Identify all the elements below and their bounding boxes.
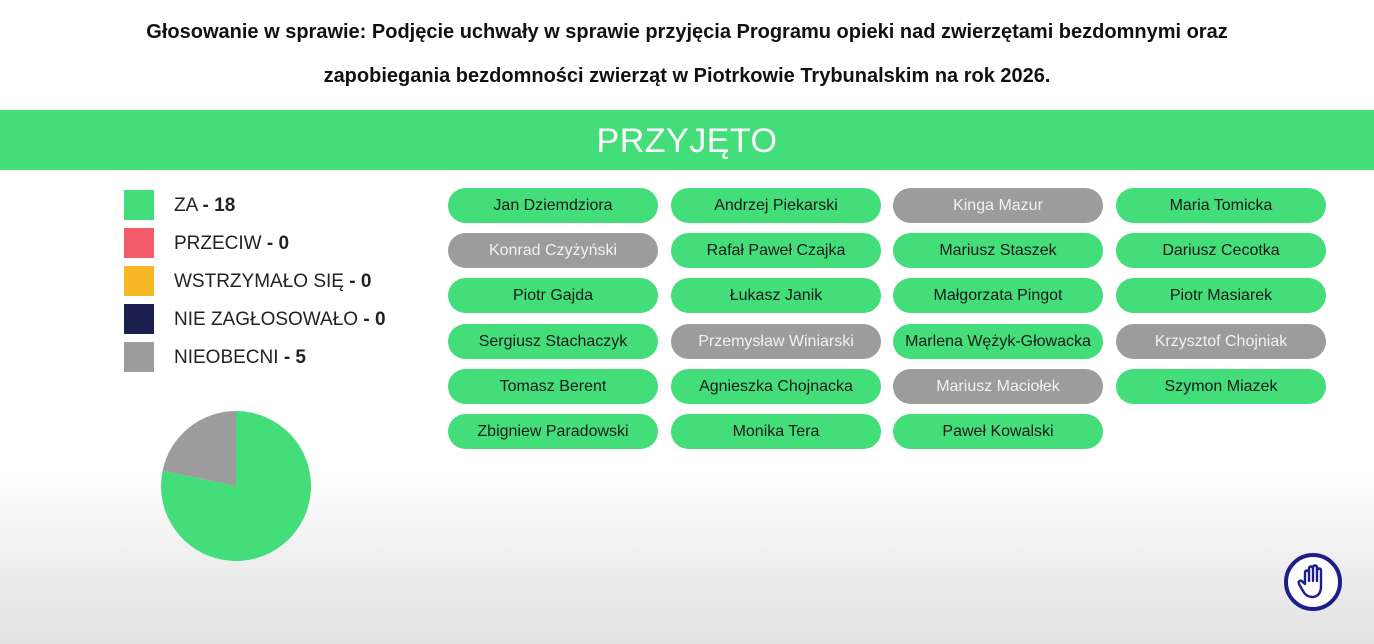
- councillor-pill: Piotr Gajda: [448, 278, 658, 313]
- councillor-pill: Paweł Kowalski: [893, 414, 1103, 449]
- councillor-pill: Dariusz Cecotka: [1116, 233, 1326, 268]
- councillor-pill: Szymon Miazek: [1116, 369, 1326, 404]
- legend-swatch-przeciw: [124, 228, 154, 258]
- councillor-pill: Kinga Mazur: [893, 188, 1103, 223]
- councillor-pill: Zbigniew Paradowski: [448, 414, 658, 449]
- councillor-pill: Tomasz Berent: [448, 369, 658, 404]
- result-banner: PRZYJĘTO: [0, 110, 1374, 170]
- legend-swatch-nieobecni: [124, 342, 154, 372]
- legend-count: 5: [295, 347, 306, 368]
- councillor-pill: Sergiusz Stachaczyk: [448, 324, 658, 359]
- legend-swatch-nie-zaglosowalo: [124, 304, 154, 334]
- councillor-pill: Mariusz Maciołek: [893, 369, 1103, 404]
- raised-hand-icon: [1296, 564, 1330, 600]
- legend-label: NIEOBECNI: [174, 347, 279, 368]
- legend-swatch-wstrzymalo: [124, 266, 154, 296]
- councillor-pill: Monika Tera: [671, 414, 881, 449]
- legend-label: WSTRZYMAŁO SIĘ: [174, 271, 344, 292]
- councillor-pill: Mariusz Staszek: [893, 233, 1103, 268]
- councillor-pill: Rafał Paweł Czajka: [671, 233, 881, 268]
- legend-item-wstrzymalo: WSTRZYMAŁO SIĘ - 0: [124, 266, 444, 296]
- legend-count: 18: [214, 195, 236, 216]
- councillor-pill: Krzysztof Chojniak: [1116, 324, 1326, 359]
- legend-label: ZA: [174, 195, 198, 216]
- councillor-pill: Andrzej Piekarski: [671, 188, 881, 223]
- legend-item-za: ZA - 18: [124, 190, 444, 220]
- legend-swatch-za: [124, 190, 154, 220]
- councillor-pill: Piotr Masiarek: [1116, 278, 1326, 313]
- councillor-pill: Małgorzata Pingot: [893, 278, 1103, 313]
- vote-title-line-2: zapobiegania bezdomności zwierząt w Piotrkowie Trybunalskim na rok 2026.: [323, 65, 1051, 87]
- legend-count: 0: [278, 233, 290, 254]
- councillor-pill: Maria Tomicka: [1116, 188, 1326, 223]
- vote-title: [0, 10, 1374, 98]
- raised-hand-logo: [1284, 553, 1342, 611]
- vote-pie-chart: [160, 410, 312, 562]
- legend-label: PRZECIW: [174, 233, 262, 254]
- councillor-pill: Konrad Czyżyński: [448, 233, 658, 268]
- councillor-pill: Agnieszka Chojnacka: [671, 369, 881, 404]
- legend-item-nie-zaglosowalo: NIE ZAGŁOSOWAŁO - 0: [124, 304, 444, 334]
- councillor-pill: Jan Dziemdziora: [448, 188, 658, 223]
- legend-item-nieobecni: NIEOBECNI - 5: [124, 342, 444, 372]
- legend-count: 0: [374, 309, 386, 330]
- legend-count: 0: [360, 271, 372, 292]
- councillor-pill: Marlena Wężyk-Głowacka: [893, 324, 1103, 359]
- vote-title-line-1: Głosowanie w sprawie: Podjęcie uchwały w sprawie przyjęcia Programu opieki nad zwierzętami bezdomnymi oraz: [146, 21, 1228, 43]
- councillor-pill: Przemysław Winiarski: [671, 324, 881, 359]
- councillor-pill: Łukasz Janik: [671, 278, 881, 313]
- legend-item-przeciw: PRZECIW - 0: [124, 228, 444, 258]
- legend-label: NIE ZAGŁOSOWAŁO: [174, 309, 359, 330]
